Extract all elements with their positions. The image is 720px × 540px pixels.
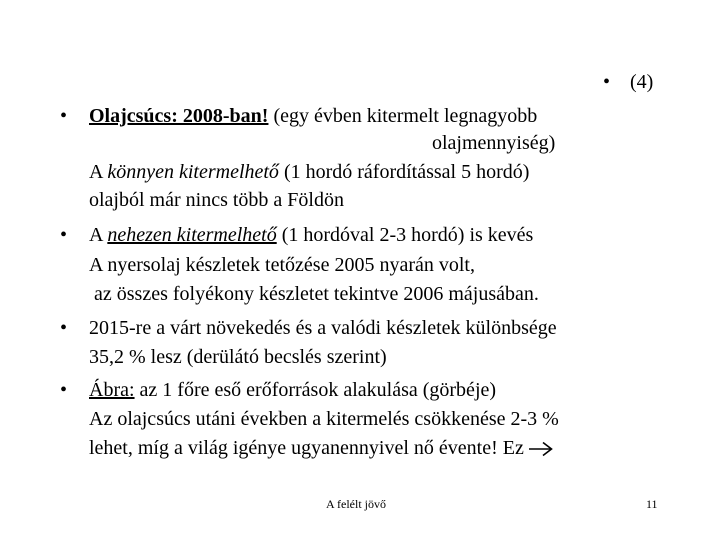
oil-peak-heading: Olajcsúcs: 2008-ban! xyxy=(89,105,269,127)
bullet-2-line-1: A nehezen kitermelhető (1 hordóval 2-3 hordó) is kevés xyxy=(89,224,534,246)
easy-oil-line-2: olajból már nincs több a Földön xyxy=(89,189,344,211)
figure-link[interactable]: Ábra: xyxy=(89,379,135,401)
bullet-2-line-3: az összes folyékony készletet tekintve 2006 májusában. xyxy=(94,283,539,305)
bullet-marker: • xyxy=(603,71,611,93)
bullet-1-line-1 xyxy=(89,104,537,128)
bullet-1-rest: (egy évben kitermelt legnagyobb xyxy=(268,105,538,127)
easy-oil-emphasis: könnyen kitermelhető xyxy=(107,161,279,183)
bullet-3-line-2: 35,2 % lesz (derülátó becslés szerint) xyxy=(89,346,387,368)
bullet-marker: • xyxy=(60,224,68,246)
right-arrow-icon xyxy=(528,441,554,457)
hard-oil-emphasis: nehezen kitermelhető xyxy=(107,224,277,246)
page-number: 11 xyxy=(646,497,658,511)
top-bullet-text: (4) xyxy=(630,71,654,93)
footer-title: A felélt jövő xyxy=(326,497,386,511)
bullet-2-line-2: A nyersolaj készletek tetőzése 2005 nyarán volt, xyxy=(89,254,475,276)
bullet-4-line-3: lehet, míg a világ igénye ugyanennyivel nő évente! Ez xyxy=(89,436,554,460)
bullet-marker: • xyxy=(60,379,68,401)
bullet-4-line-2: Az olajcsúcs utáni években a kitermelés csökkenése 2-3 % xyxy=(89,408,559,430)
bullet-3-line-1: 2015-re a várt növekedés és a valódi készletek különbsége xyxy=(89,317,557,339)
bullet-marker: • xyxy=(60,317,68,339)
bullet-1-continuation: olajmennyiség) xyxy=(432,132,556,154)
bullet-marker: • xyxy=(60,105,68,127)
bullet-4-line-1: Ábra: az 1 főre eső erőforrások alakulása (görbéje) xyxy=(89,379,497,401)
easy-oil-line-1: A könnyen kitermelhető (1 hordó ráfordítással 5 hordó) xyxy=(89,161,530,183)
